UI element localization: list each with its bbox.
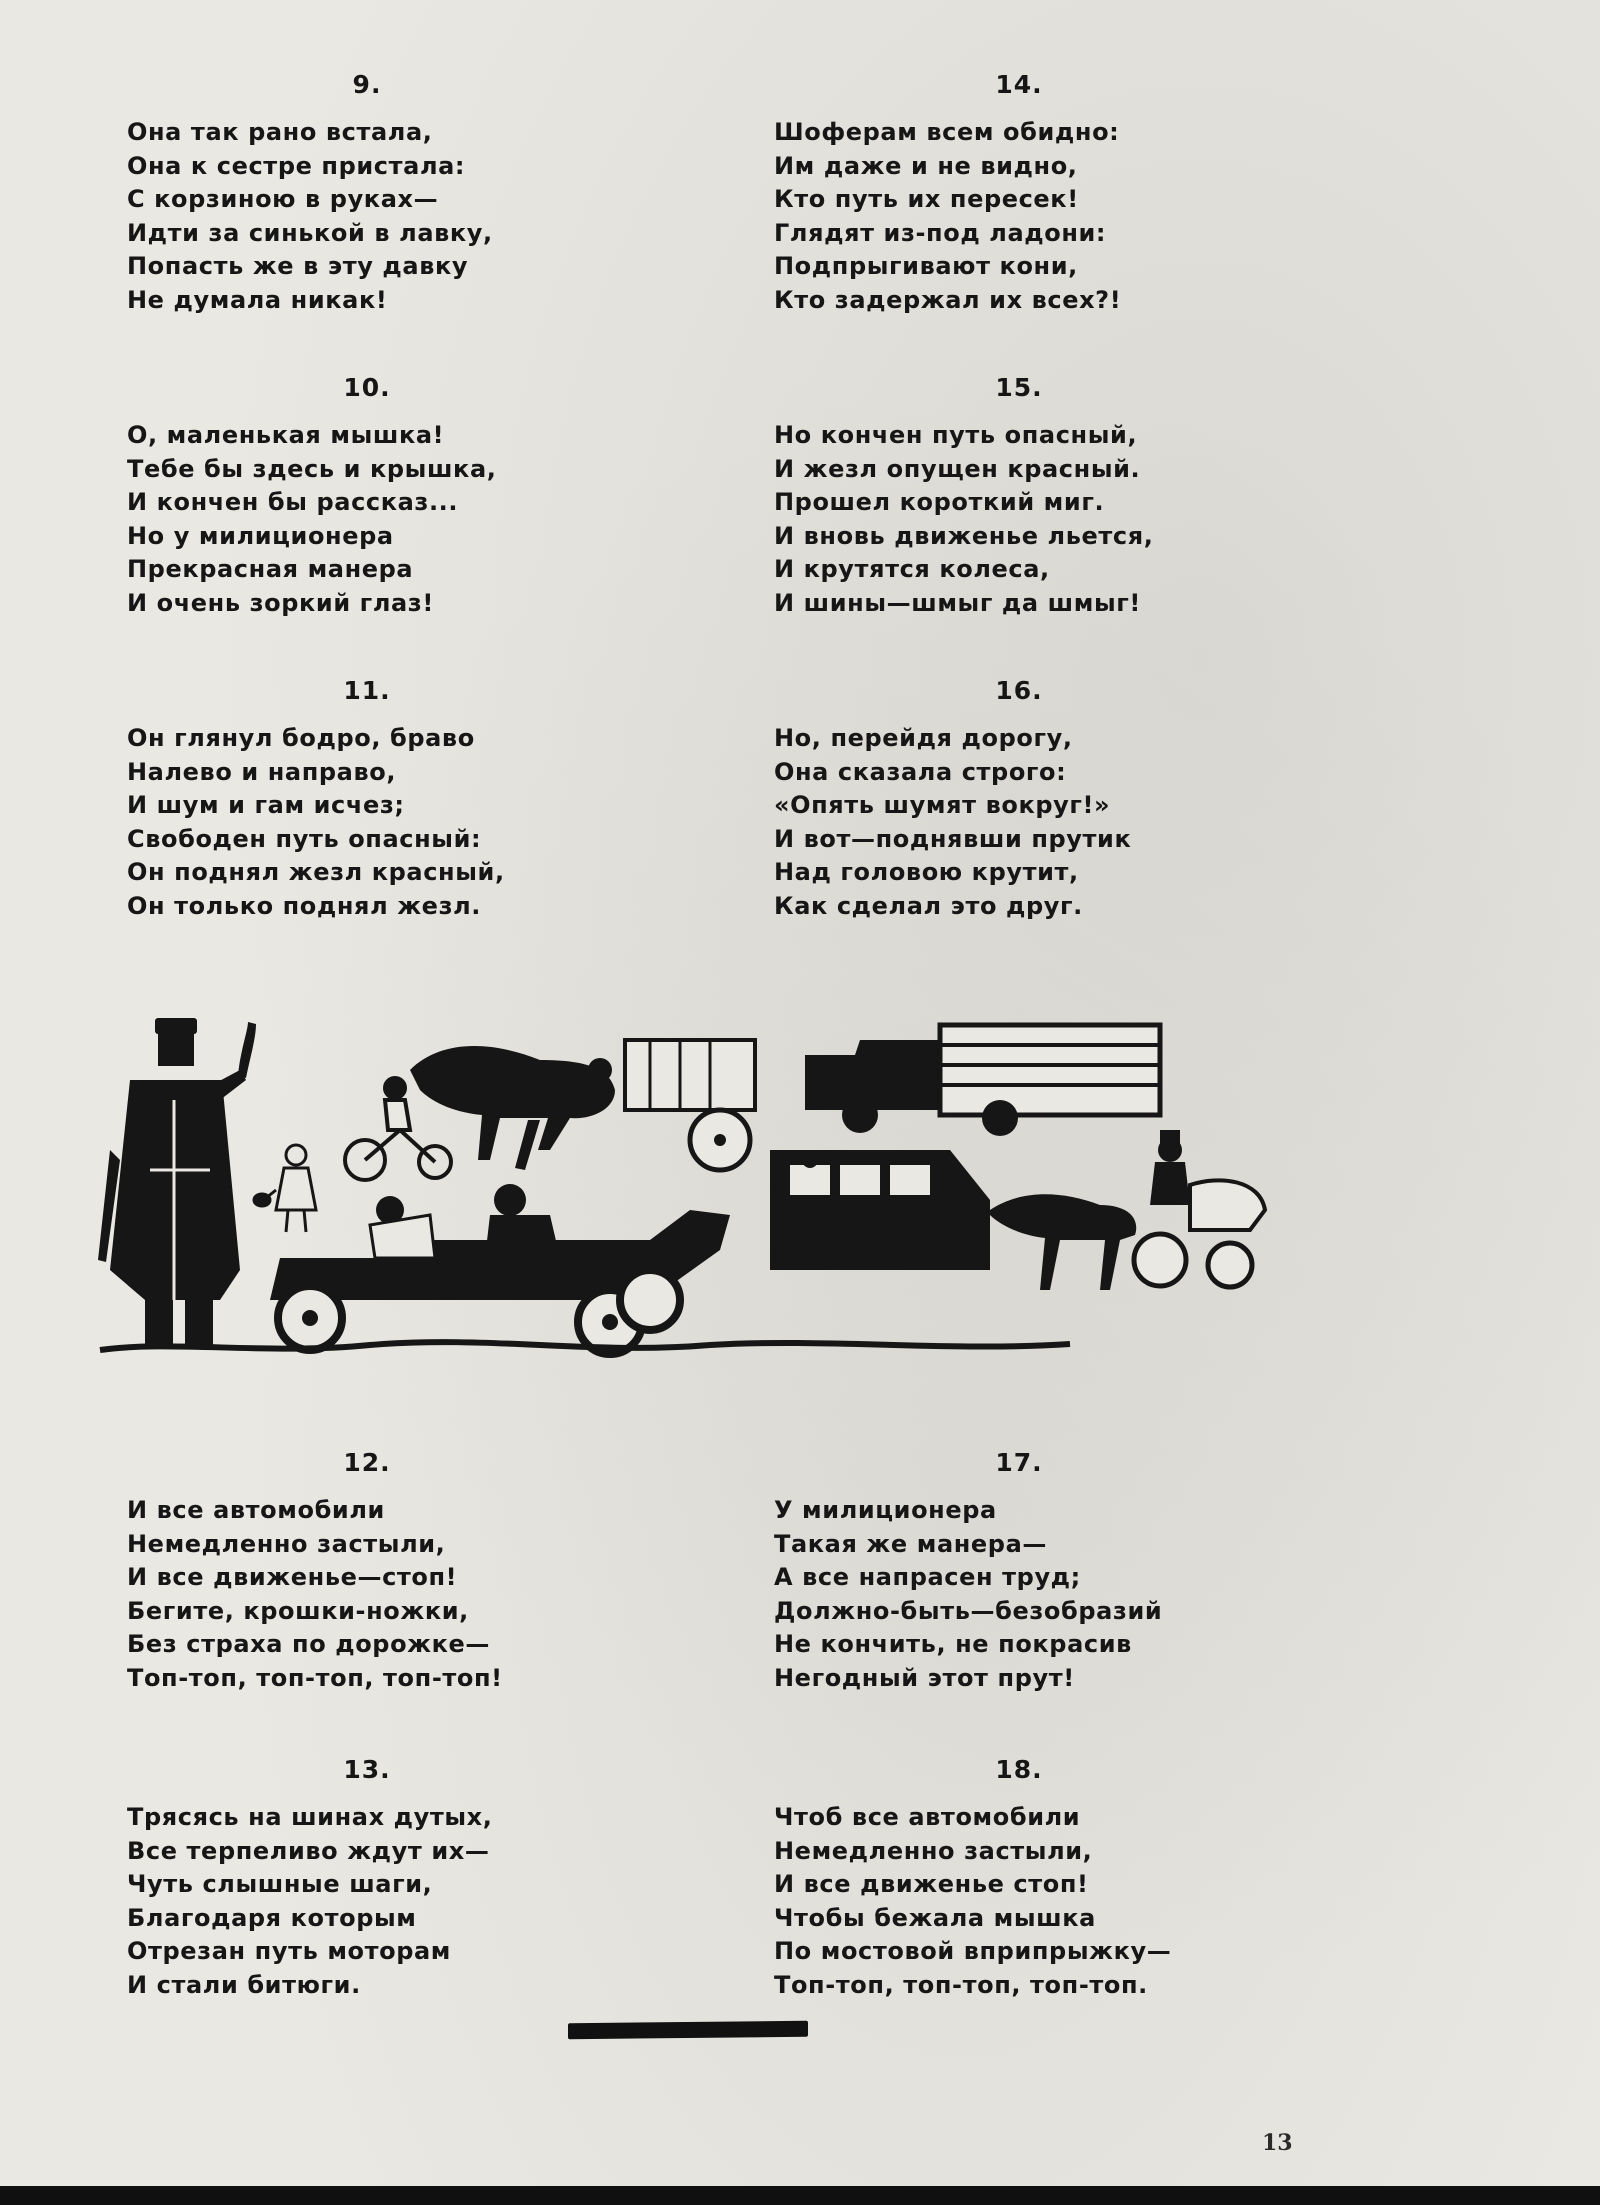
stanza-line: Он глянул бодро, браво [127,724,475,752]
stanza-line: Кто путь их пересек! [774,185,1079,214]
stanza-line: И шины—шмыг да шмыг! [774,588,1141,617]
stanza-16 [774,674,1294,924]
stanza-lines [127,419,647,621]
stanza-number: 15. [995,373,1043,402]
stanza-number: 10. [343,373,391,402]
stanza-number: 16. [995,676,1043,705]
stanza-line: Тебе бы здесь и крышка, [127,454,497,483]
stanza-line: И все движенье—стоп! [127,1563,458,1592]
stanza-9 [127,68,647,318]
stanza-line: Трясясь на шинах дутых, [127,1803,493,1831]
stanza-line: Им даже и не видно, [774,151,1078,180]
stanza-line: Но кончен путь опасный, [774,421,1138,449]
stanza-line: Не кончить, не покрасив [774,1630,1132,1659]
stanza-lines [127,1494,647,1696]
stanza-lines [127,116,647,318]
stanza-line: Но, перейдя дорогу, [774,724,1073,752]
stanza-line: Он поднял жезл красный, [127,858,505,887]
stanza-11 [127,674,647,924]
stanza-14 [774,68,1294,318]
stanza-line: И крутятся колеса, [774,555,1050,584]
stanza-line: Над головою крутит, [774,858,1079,887]
stanza-line: По мостовой вприпрыжку— [774,1937,1172,1966]
car-figure [270,1184,730,1354]
stanza-line: Негодный этот прут! [774,1663,1075,1692]
bus-figure [770,1150,990,1270]
stanza-number: 9. [352,70,382,99]
stanza-lines [774,116,1294,318]
stanza-lines [774,1801,1294,2003]
stanza-line: Отрезан путь моторам [127,1937,452,1966]
stanza-lines [774,1494,1294,1696]
stanza-line: Идти за синькой в лавку, [127,218,493,247]
stanza-number: 17. [995,1448,1043,1477]
stanza-line: Она так рано встала, [127,118,433,146]
stanza-lines [774,419,1294,621]
stanza-line: И очень зоркий глаз! [127,588,434,617]
stanza-line: Прекрасная манера [127,555,414,584]
stanza-line: И кончен бы рассказ... [127,488,459,517]
stanza-line: И вот—поднявши прутик [774,824,1132,853]
stanza-number: 12. [343,1448,391,1477]
stanza-line: Он только поднял жезл. [127,891,482,920]
stanza-line: Прошел короткий миг. [774,488,1105,517]
stanza-line: Благодаря которым [127,1903,417,1932]
stanza-line: Немедленно застыли, [774,1836,1093,1865]
horse-cart-figure [410,1040,755,1170]
carriage-figure [990,1130,1265,1290]
stanza-line: Как сделал это друг. [774,891,1083,920]
stanza-line: Немедленно застыли, [127,1529,446,1558]
stanza-line: Она к сестре пристала: [127,151,466,180]
stanza-18 [774,1753,1294,2003]
stanza-line: Без страха по дорожке— [127,1630,491,1659]
stanza-line: Подпрыгивают кони, [774,252,1078,281]
stanza-line: Бегите, крошки-ножки, [127,1596,469,1625]
stanza-line: Топ-топ, топ-топ, топ-топ! [127,1663,503,1692]
stanza-line: Такая же манера— [774,1529,1047,1558]
stanza-line: Но у милиционера [127,521,394,550]
stanza-line: И вновь движенье льется, [774,521,1154,550]
stanza-lines [127,722,647,924]
stanza-line: И шум и гам исчез; [127,791,405,820]
stanza-lines [127,1801,647,2003]
stanza-number: 13. [343,1755,391,1784]
stanza-number: 18. [995,1755,1043,1784]
end-rule-divider [568,2021,808,2040]
stanza-line: Чтоб все автомобили [774,1803,1081,1831]
stanza-line: Шоферам всем обидно: [774,118,1120,146]
stanza-line: Чуть слышные шаги, [127,1870,433,1899]
truck-figure [805,1025,1160,1136]
page-number: 13 [1262,2130,1293,2156]
stanza-number: 14. [995,70,1043,99]
stanza-15 [774,371,1294,621]
stanza-10 [127,371,647,621]
stanza-line: И все автомобили [127,1496,385,1524]
stanza-17 [774,1446,1294,1696]
stanza-lines [774,722,1294,924]
girl-figure [254,1145,316,1232]
stanza-line: И жезл опущен красный. [774,454,1141,483]
stanza-line: Кто задержал их всех?! [774,285,1122,314]
stanza-12 [127,1446,647,1696]
stanza-line: И стали битюги. [127,1970,361,1999]
stanza-line: Глядят из-под ладони: [774,218,1107,247]
stanza-line: О, маленькая мышка! [127,421,445,449]
stanza-line: Должно-быть—безобразий [774,1596,1163,1625]
stanza-line: С корзиною в руках— [127,185,439,214]
policeman-figure [98,1018,256,1348]
stanza-line: Все терпеливо ждут их— [127,1836,490,1865]
traffic-illustration [70,1000,1270,1380]
scan-bottom-edge [0,2186,1600,2205]
stanza-line: Налево и направо, [127,757,397,786]
stanza-line: У милиционера [774,1496,997,1524]
stanza-line: А все напрасен труд; [774,1563,1081,1592]
stanza-line: Не думала никак! [127,285,388,314]
stanza-line: «Опять шумят вокруг!» [774,791,1111,820]
stanza-13 [127,1753,647,2003]
stanza-number: 11. [343,676,391,705]
stanza-line: Топ-топ, топ-топ, топ-топ. [774,1970,1148,1999]
stanza-line: Она сказала строго: [774,757,1067,786]
stanza-line: Попасть же в эту давку [127,252,469,281]
stanza-line: Свободен путь опасный: [127,824,482,853]
stanza-line: Чтобы бежала мышка [774,1903,1096,1932]
stanza-line: И все движенье стоп! [774,1870,1089,1899]
